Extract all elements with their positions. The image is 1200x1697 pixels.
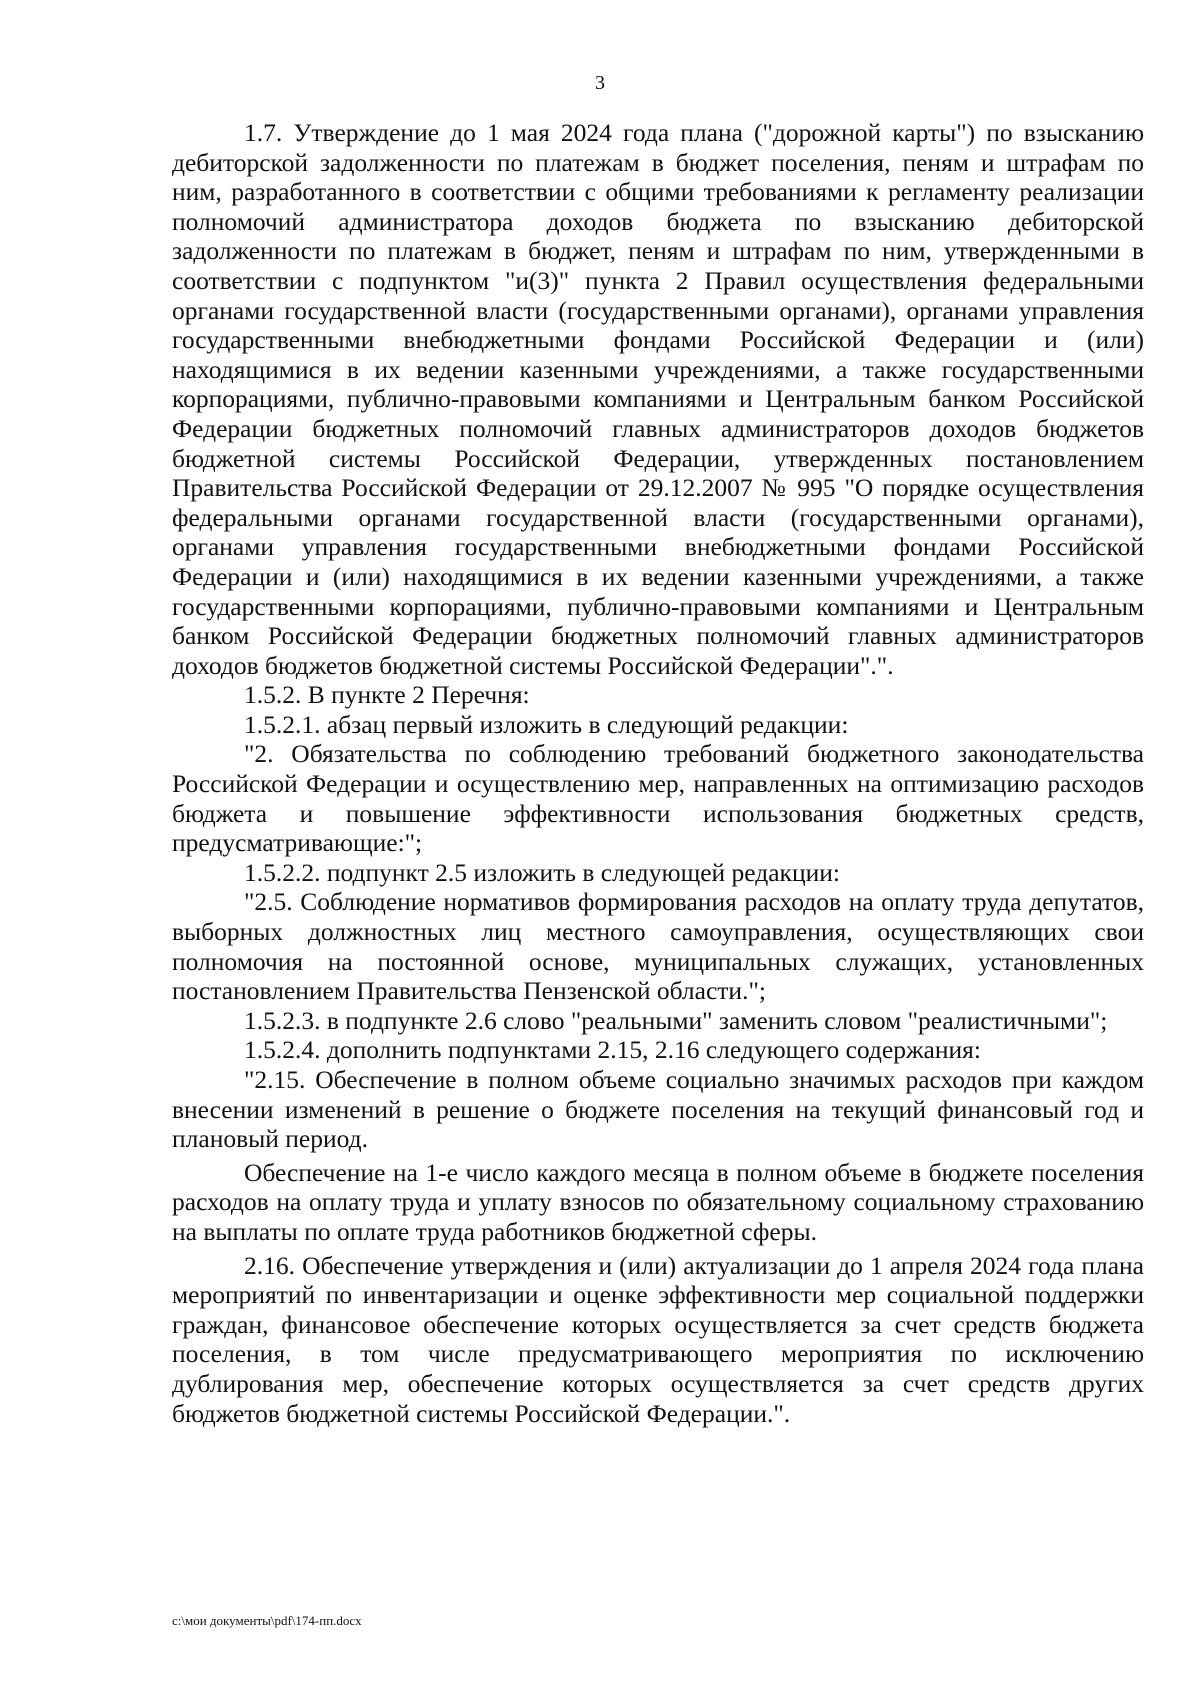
paragraph-quote-2-15: "2.15. Обеспечение в полном объеме социально значимых расходов при каждом внесении изменений в решение о бюджете поселения на текущий финансовый год и плановый период. bbox=[172, 1065, 1144, 1154]
paragraph-1-5-2-4: 1.5.2.4. дополнить подпунктами 2.15, 2.16 следующего содержания: bbox=[244, 1035, 981, 1065]
footer-file-path: c:\мои документы\pdf\174-пп.docx bbox=[172, 1613, 362, 1628]
paragraph-1-7: 1.7. Утверждение до 1 мая 2024 года плана ("дорожной карты") по взысканию дебиторской задолженности по платежам в бюджет поселения, пеням и штрафам по ним, разработанного в соответствии с общими требованиями к регламенту реализации полномочий администратора доходов бюджета по взысканию дебиторской задолженности по платежам в бюджет, пеням и штрафам по ним, утвержденными в соответствии с подпунктом "и(3)" пункта 2 Правил осуществления федеральными органами государственной власти (государственными органами), органами управления государственными внебюджетными фондами Российской Федерации и (или) находящимися в их ведении казенными учреждениями, а также государственными корпорациями, публично-правовыми компаниями и Центральным банком Российской Федерации бюджетных полномочий главных администраторов доходов бюджетов бюджетной системы Российской Федерации, утвержденных постановлением Правительства Российской Федерации от 29.12.2007 № 995 "О порядке осуществления федеральными органами государственной власти (государственными органами), органами управления государственными внебюджетными фондами Российской Федерации и (или) находящимися в их ведении казенными учреждениями, а также государственными корпорациями, публично-правовыми компаниями и Центральным банком Российской Федерации бюджетных полномочий главных администраторов доходов бюджетов бюджетной системы Российской Федерации".". bbox=[172, 118, 1144, 680]
paragraph-1-5-2-1: 1.5.2.1. абзац первый изложить в следующий редакции: bbox=[244, 709, 849, 739]
paragraph-2-16: 2.16. Обеспечение утверждения и (или) актуализации до 1 апреля 2024 года плана мероприятий по инвентаризации и оценке эффективности мер социальной поддержки граждан, финансовое обеспечение которых осуществляется за счет средств бюджета поселения, в том числе предусматривающего мероприятия по исключению дублирования мер, обеспечение которых осуществляется за счет средств других бюджетов бюджетной системы Российской Федерации.". bbox=[172, 1250, 1144, 1428]
paragraph-provision: Обеспечение на 1-е число каждого месяца в полном объеме в бюджете поселения расходов на оплату труда и уплату взносов по обязательному социальному страхованию на выплаты по оплате труда работников бюджетной сферы. bbox=[172, 1157, 1144, 1246]
document-body bbox=[172, 118, 1144, 1428]
paragraph-quote-2: "2. Обязательства по соблюдению требований бюджетного законодательства Российской Федерации и осуществлению мер, направленных на оптимизацию расходов бюджета и повышение эффективности использования бюджетных средств, предусматривающие:"; bbox=[172, 739, 1144, 858]
page-number: 3 bbox=[595, 72, 605, 94]
paragraph-quote-2-5: "2.5. Соблюдение нормативов формирования расходов на оплату труда депутатов, выборных должностных лиц местного самоуправления, осуществляющих свои полномочия на постоянной основе, муниципальных служащих, установленных постановлением Правительства Пензенской области."; bbox=[172, 887, 1144, 1006]
paragraph-1-5-2-3: 1.5.2.3. в подпункте 2.6 слово "реальными" заменить словом "реалистичными"; bbox=[244, 1005, 1108, 1035]
paragraph-1-5-2: 1.5.2. В пункте 2 Перечня: bbox=[244, 680, 530, 710]
paragraph-1-5-2-2: 1.5.2.2. подпункт 2.5 изложить в следующей редакции: bbox=[244, 857, 840, 887]
